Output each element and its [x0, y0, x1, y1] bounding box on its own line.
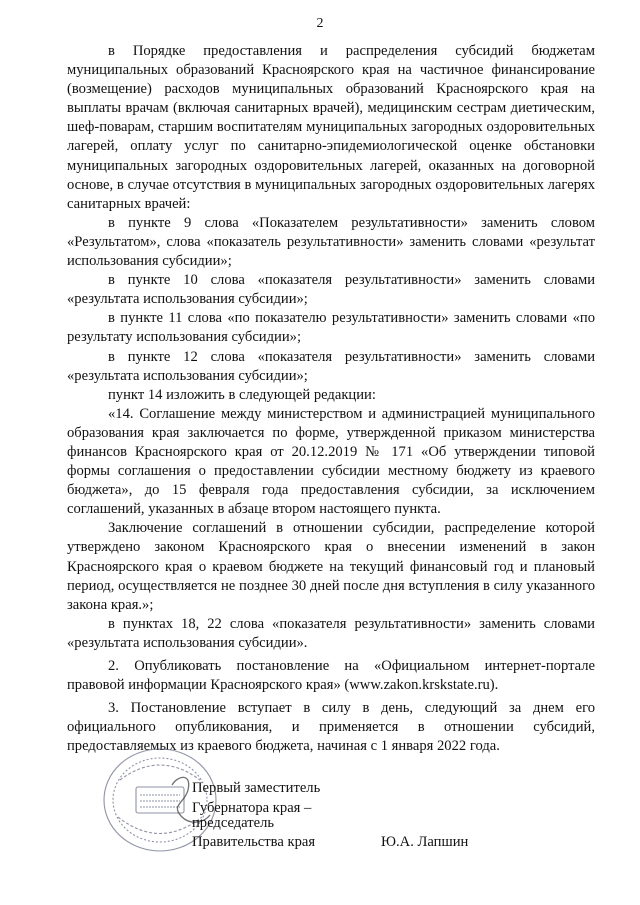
- paragraph-7: «14. Соглашение между министерством и администрацией муниципального образования края заключается по форме, утвержденной приказом министерства финансов Красноярского края от 20.12.2019 № 171 «Об утверждении типовой формы соглашения о предоставлении субсидии местному бюджету из краевого бюджета», до 15 февраля года предоставления субсидии, за исключением соглашений, указанных в абзаце втором настоящего пункта.: [67, 405, 595, 518]
- signature-title-line-2: Губернатора края –: [192, 800, 312, 816]
- paragraph-4: в пункте 11 слова «по показателю результативности» заменить словами «по результату использования субсидии»;: [67, 310, 595, 346]
- paragraph-5: в пункте 12 слова «показателя результативности» заменить словами «результата использования субсидии»;: [67, 348, 595, 384]
- paragraph-8: Заключение соглашений в отношении субсидии, распределение которой утверждено законом Красноярского края о внесении изменений в закон Красноярского края о краевом бюджете на текущий финансовый год и плановый период, осуществляется не позднее 30 дней после дня вступления в силу указанного закона края.»;: [67, 520, 595, 613]
- document-body: [67, 42, 595, 756]
- signatory-name: Ю.А. Лапшин: [381, 834, 469, 850]
- signature-title-line-4: Правительства края: [192, 834, 316, 850]
- paragraph-10: 2. Опубликовать постановление на «Официальном интернет-портале правовой информации Красноярского края» (www.zakon.krskstate.ru).: [67, 658, 595, 694]
- paragraph-2: в пункте 9 слова «Показателем результативности» заменить словом «Результатом», слова «показатель результативности» заменить словами «результат использования субсидии»;: [67, 214, 595, 270]
- signature-title-line-3: председатель: [192, 815, 275, 831]
- paragraph-1: в Порядке предоставления и распределения субсидий бюджетам муниципальных образований Красноярского края на частичное финансирование (возмещение) расходов муниципальных образований Красноярского края на выплаты врачам (включая санитарных врачей), медицинским сестрам диетическим, шеф-поварам, старшим воспитателям муниципальных загородных оздоровительных лагерей, оплату услуг по санитарно-эпидемиологической оценке обстановки муниципальных загородных оздоровительных лагерей, оказанных на договорной основе, в случае отсутствия в муниципальных загородных оздоровительных лагерях санитарных врачей:: [67, 43, 595, 212]
- paragraph-9: в пунктах 18, 22 слова «показателя результативности» заменить словами «результата использования субсидии».: [67, 615, 595, 651]
- page-number: 2: [316, 16, 324, 31]
- paragraph-3: в пункте 10 слова «показателя результативности» заменить словами «результата использования субсидии»;: [67, 272, 595, 308]
- signature-title-line-1: Первый заместитель: [192, 780, 321, 796]
- paragraph-6: пункт 14 изложить в следующей редакции:: [108, 386, 376, 403]
- official-seal-stamp-icon: [100, 745, 220, 855]
- paragraph-11: 3. Постановление вступает в силу в день, следующий за днем его официального опубликования, и применяется в отношении субсидий, предоставляемых из краевого бюджета, начиная с 1 января 2022 года.: [67, 700, 595, 755]
